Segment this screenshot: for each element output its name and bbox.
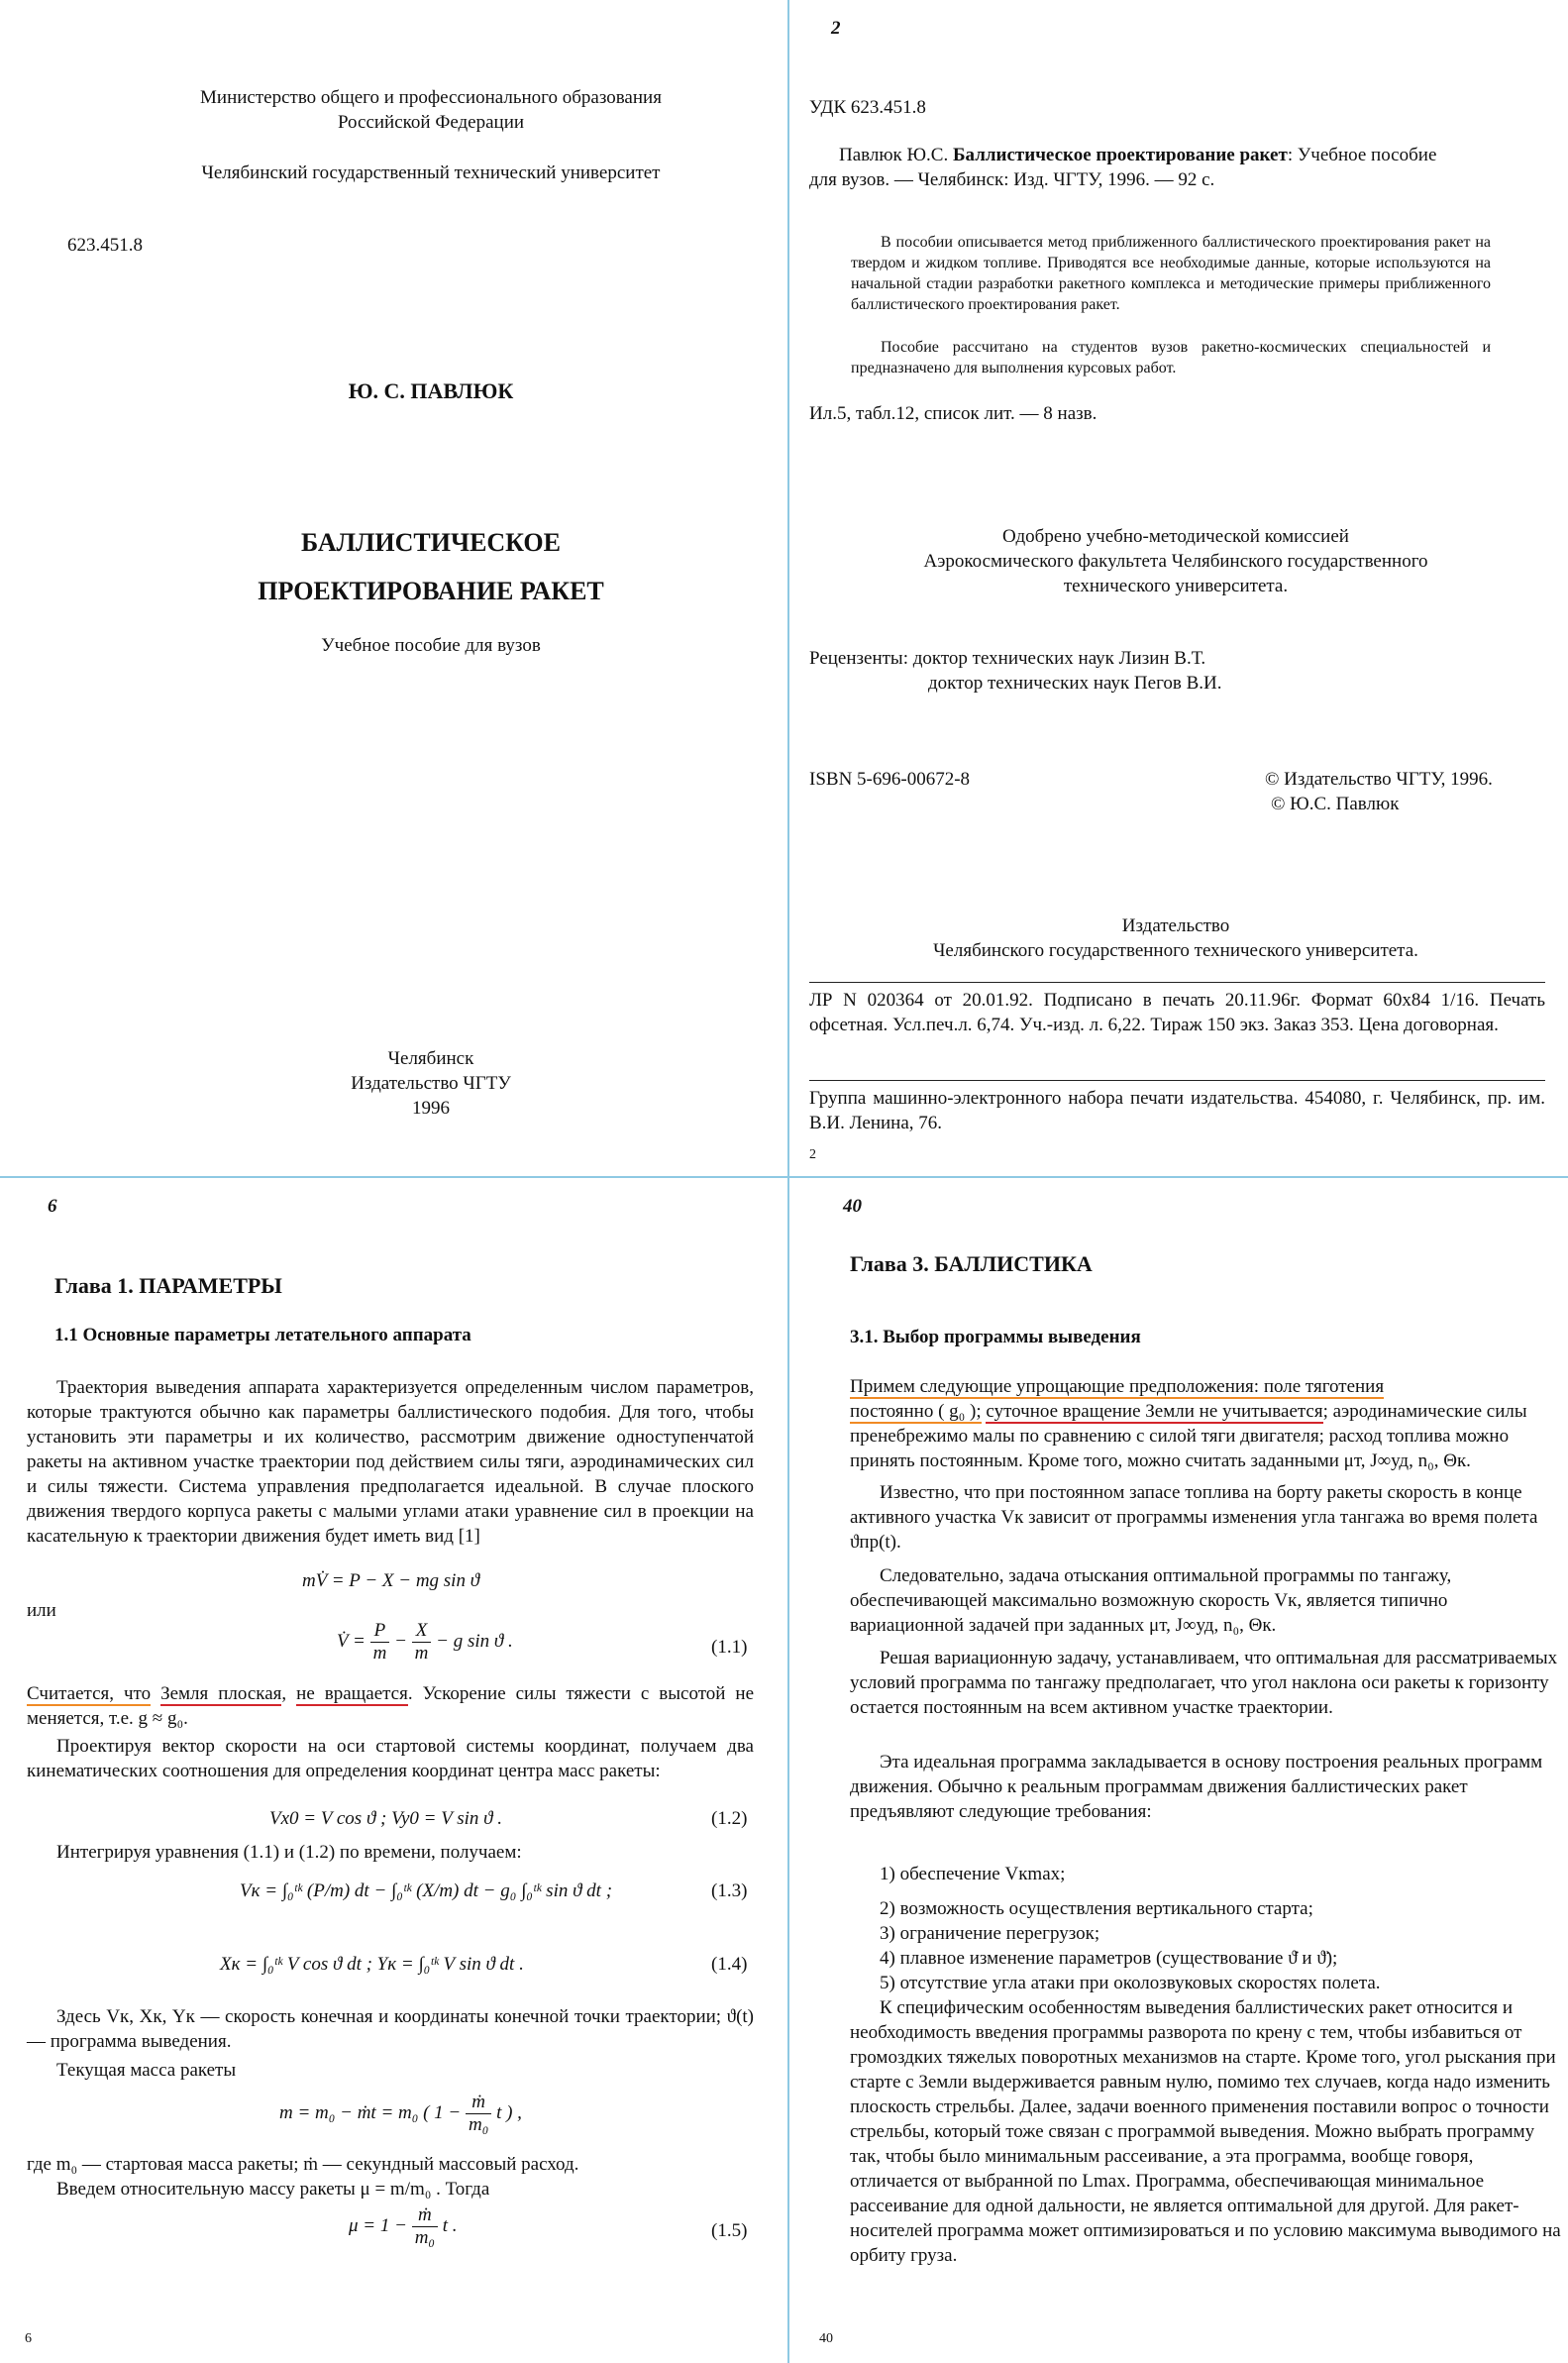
paragraph-8: Введем относительную массу ракеты μ = m/m₀ . Тогда [56,2179,490,2200]
copyright-1: © Издательство ЧГТУ, 1996. [1265,769,1493,790]
page-number-top: 6 [48,1196,57,1217]
imprint-page [789,0,1568,1176]
ministry-line-1: Министерство общего и профессионального образования [200,87,662,108]
eq-num-1-3: (1.3) [711,1880,748,1901]
title-line-2: ПРОЕКТИРОВАНИЕ РАКЕТ [258,577,604,605]
isbn: ISBN 5-696-00672-8 [809,769,971,790]
formula-1-5: μ = 1 − $\frac{\text{ṁ}}{\text{m₀}}$ t . [349,2204,458,2248]
city: Челябинск [387,1048,474,1069]
eq-num-1-1: (1.1) [711,1637,748,1658]
paragraph-5: Здесь Vк, Xк, Yк — скорость конечная и координаты конечной точки траектории; ϑ(t) — программа выведения. [27,2006,754,2052]
page-6 [0,1178,787,2363]
abstract-para-1: В пособии описывается метод приближенного баллистического проектирования ракет на твердом и жидком топливе. Приводятся все необходимые данные, которые используются на начальной стадии разработки ракетного комплекса и методические примеры приближенного баллистического проектирования ракет. [851,234,1491,313]
citation-line-1: Павлюк Ю.С. Баллистическое проектирование ракет: Учебное пособие [839,145,1437,165]
university-name: Челябинский государственный технический университет [201,162,661,183]
page-number-top: 40 [843,1196,862,1217]
formula-1-4: Xк = ∫₀ᵗᵏ V cos ϑ dt ; Yк = ∫₀ᵗᵏ V sin ϑ dt . [220,1954,524,1975]
page-number-top: 2 [831,18,841,39]
paragraph-3: Проектируя вектор скорости на оси стартовой системы координат, получаем два кинематических соотношения для определения координат центра масс ракеты: [27,1736,754,1781]
chapter-heading: Глава 1. ПАРАМЕТРЫ [54,1273,282,1298]
list-item-1: 1) обеспечение Vкmax; [880,1864,1066,1884]
page-number-bottom: 6 [25,2331,32,2346]
publisher: Издательство ЧГТУ [351,1073,511,1094]
paragraph-6: Текущая масса ракеты [56,2060,237,2081]
formula-1-2: Vx0 = V cos ϑ ; Vy0 = V sin ϑ . [269,1808,502,1829]
list-item-3: 3) ограничение перегрузок; [880,1923,1100,1944]
citation-line-2: для вузов. — Челябинск: Изд. ЧГТУ, 1996. — 92 с. [809,169,1215,190]
paragraph-4: Решая вариационную задачу, устанавливаем, что оптимальная для рассматриваемых условий программа по тангажу предполагает, что угол наклона оси ракеты к горизонту остается постоянным на всем активном участке траектории. [850,1648,1558,1718]
paragraph-3: Следовательно, задача отыскания оптимальной программы по тангажу, обеспечивающей максимально возможную скорость Vк, является типично вариационной задачей при заданных μт, J∞уд, n₀, Θк. [850,1565,1452,1636]
eq-num-1-4: (1.4) [711,1954,748,1975]
word-or: или [27,1600,56,1621]
formula-motion: mV̇ = P − X − mg sin ϑ [302,1570,480,1591]
formula-1-1: V̇ = $\frac{P}{m}$ − $\frac{X}{m}$ − g sin ϑ . [337,1620,513,1664]
page-40 [789,1178,1568,2363]
paragraph-1: Траектория выведения аппарата характеризуется определенным числом параметров, которые трактуются обычно как параметры баллистического подобия. Для того, чтобы установить эти параметры и их количество, рассмотрим движение одноступенчатой ракеты на активном участке траектории под действием силы тяги, аэродинамических сил и силы тяжести. Система управления предполагается идеальной. В случае плоского движения твердого корпуса ракеты с малыми углами атаки уравнение сил в проекции на касательную к траектории движения будет иметь вид [1] [27,1377,754,1547]
publisher-line-1: Издательство [1121,915,1230,936]
paragraph-5: Эта идеальная программа закладывается в основу построения реальных программ движения. Обычно к реальным программам движения баллистических ракет предъявляют следующие требования: [850,1752,1543,1822]
abstract-para-2: Пособие рассчитано на студентов вузов ракетно-космических специальностей и предназначено для выполнения курсовых работ. [851,339,1491,376]
paragraph-7: где m₀ — стартовая масса ракеты; ṁ — секундный массовый расход. [27,2154,579,2175]
list-item-4: 4) плавное изменение параметров (существование ϑ̇ и ϑ̈); [880,1948,1338,1969]
approval-line-2: Аэрокосмического факультета Челябинского государственного [923,551,1428,572]
page-number-bottom: 2 [809,1147,816,1162]
subtitle: Учебное пособие для вузов [321,635,541,656]
formula-mass: m = m₀ − ṁt = m₀ ( 1 − $\frac{\text{ṁ}}{\text{m₀}}$ t ) , [279,2092,522,2135]
title-page [0,0,787,1176]
approval-line-1: Одобрено учебно-методической комиссией [1002,526,1349,547]
paragraph-4: Интегрируя уравнения (1.1) и (1.2) по времени, получаем: [56,1842,522,1863]
year: 1996 [412,1098,450,1119]
publisher-line-2: Челябинского государственного технического университета. [933,940,1418,961]
print-info: ЛР N 020364 от 20.01.92. Подписано в печать 20.11.96г. Формат 60x84 1/16. Печать офсетная. Усл.печ.л. 6,74. Уч.-изд. л. 6,22. Тираж 150 экз. Заказ 353. Цена договорная. [809,990,1545,1035]
paragraph-2: Считается, что Земля плоская, не вращается. Ускорение силы тяжести с высотой не меняется, т.е. g ≈ g₀. [27,1683,755,1729]
ministry-line-2: Российской Федерации [337,112,525,133]
list-item-2: 2) возможность осуществления вертикального старта; [880,1898,1313,1919]
copyright-2: © Ю.С. Павлюк [1271,794,1400,814]
paragraph-6: К специфическим особенностям выведения баллистических ракет относится и необходимость введения программы разворота по крену с тем, чтобы избавиться от громоздких тяжелых поворотных механизмов на старте. Кроме того, угол рыскания при старте с Земли выдерживается равным нулю, помимо тех случаев, когда надо изменить плоскость стрельбы. Далее, задачи военного применения поставили вопрос о точности стрельбы, который тоже связан с программой выведения. Можно выбрать программу так, чтобы было минимальным рассеивание, а эта программа, вообще говоря, отличается от выбранной по Lmax. Программа, обеспечивающая минимальное рассеивание для одной дальности, не является оптимальной для другой. Для ракет-носителей программа может оптимизироваться и по условию максимума выводимого на орбиту груза. [850,1997,1561,2266]
rule-2 [809,1080,1545,1081]
typesetting-info: Группа машинно-электронного набора печати издательства. 454080, г. Челябинск, пр. им. В.И. Ленина, 76. [809,1088,1545,1133]
assumptions-paragraph: Примем следующие упрощающие предположения: поле тяготения постоянно ( g₀ ); суточное вращение Земли не учитывается; аэродинамические силы пренебрежимо малы по сравнению с силой тяги двигателя; расход топлива можно принять постоянным. Кроме того, можно считать заданными μт, J∞уд, n₀, Θк. [850,1376,1527,1471]
list-item-5: 5) отсутствие угла атаки при околозвуковых скоростях полета. [880,1973,1381,1993]
approval-line-3: технического университета. [1063,576,1289,596]
udc-line: УДК 623.451.8 [809,97,926,118]
reviewers-line-2: доктор технических наук Пегов В.И. [928,673,1222,694]
section-heading: 1.1 Основные параметры летательного аппарата [54,1325,471,1345]
section-heading: 3.1. Выбор программы выведения [850,1327,1141,1347]
eq-num-1-2: (1.2) [711,1808,748,1829]
rule-1 [809,982,1545,983]
paragraph-2: Известно, что при постоянном запасе топлива на борту ракеты скорость в конце активного участка Vк зависит от программы изменения угла тангажа во время полета ϑпр(t). [850,1482,1538,1553]
author: Ю. С. ПАВЛЮК [348,378,514,403]
formula-1-3: Vк = ∫₀ᵗᵏ (P/m) dt − ∫₀ᵗᵏ (X/m) dt − g₀ ∫₀ᵗᵏ sin ϑ dt ; [240,1880,613,1901]
page-number-bottom: 40 [819,2331,833,2346]
title-line-1: БАЛЛИСТИЧЕСКОЕ [301,528,561,557]
udc-code: 623.451.8 [67,235,143,256]
chapter-heading: Глава 3. БАЛЛИСТИКА [850,1251,1093,1276]
reviewers-line-1: Рецензенты: доктор технических наук Лизин В.Т. [809,648,1206,669]
eq-num-1-5: (1.5) [711,2220,748,2241]
illustrations-info: Ил.5, табл.12, список лит. — 8 назв. [809,403,1098,424]
